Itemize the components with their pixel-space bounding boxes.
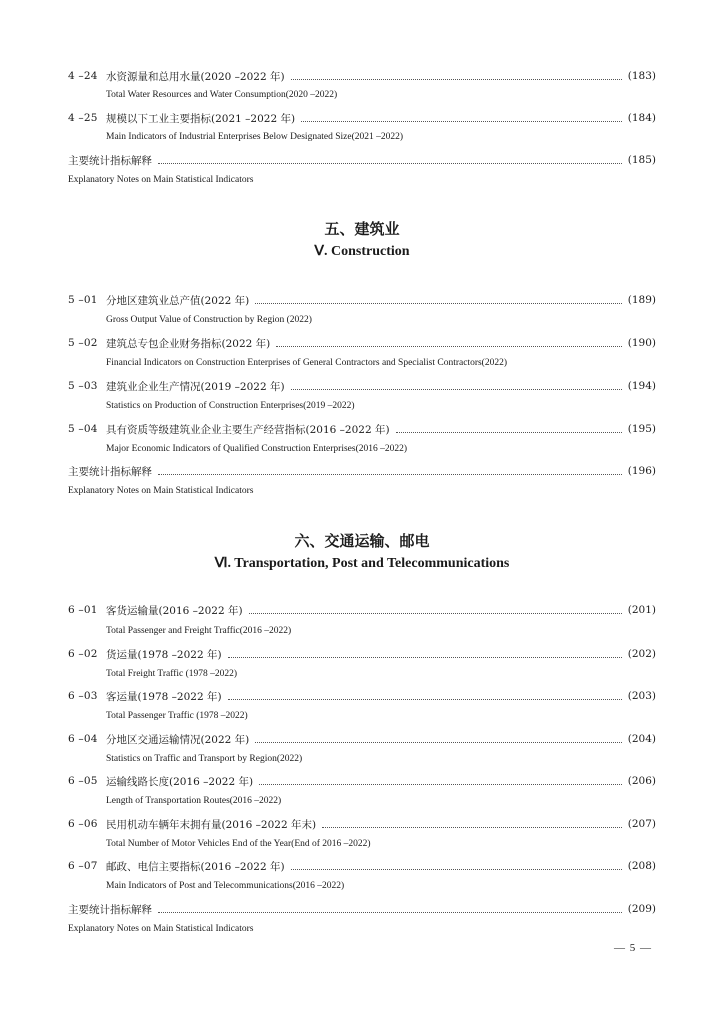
entry-number: 6 –01 (68, 604, 98, 616)
entry-title: 民用机动车辆年末拥有量(2016 –2022 年末) (106, 818, 317, 831)
entry-number: 6 –06 (68, 818, 98, 830)
entry-page: (207) (627, 818, 656, 830)
entry-page: (202) (627, 648, 656, 660)
entry-page: (185) (627, 154, 656, 166)
section-heading-cn: 六、交通运输、邮电 (294, 532, 430, 550)
entry-number: 6 –03 (68, 690, 98, 702)
entry-number: 5 –04 (68, 423, 98, 435)
leader-dots (158, 163, 622, 164)
entry-page: (208) (627, 860, 656, 872)
toc-entry[interactable] (68, 335, 656, 351)
toc-notes-entry[interactable] (68, 152, 656, 168)
section-heading-en: Ⅵ. Transportation, Post and Telecommunications (214, 556, 510, 571)
toc-entry[interactable] (68, 602, 656, 618)
section-heading-en: Ⅴ. Construction (314, 244, 410, 259)
entry-page: (196) (627, 465, 656, 477)
toc-entry[interactable] (68, 816, 656, 832)
entry-title-en: Main Indicators of Post and Telecommunications(2016 –2022) (106, 881, 345, 891)
entry-title: 主要统计指标解释 (68, 154, 152, 167)
entry-page: (195) (627, 423, 656, 435)
entry-number: 5 –01 (68, 294, 98, 306)
entry-title-en: Total Passenger Traffic (1978 –2022) (106, 711, 248, 721)
entry-page: (204) (627, 733, 656, 745)
entry-page: (190) (627, 337, 656, 349)
leader-dots (301, 121, 622, 122)
entry-page: (184) (627, 112, 656, 124)
entry-number: 6 –07 (68, 860, 98, 872)
entry-title-en: Financial Indicators on Construction Enterprises of General Contractors and Specialist Contractors(2022) (106, 358, 508, 368)
entry-title-en: Main Indicators of Industrial Enterprises Below Designated Size(2021 –2022) (106, 132, 404, 142)
leader-dots (255, 303, 622, 304)
entry-number: 6 –04 (68, 733, 98, 745)
entry-title: 主要统计指标解释 (68, 465, 152, 478)
toc-entry[interactable] (68, 858, 656, 874)
entry-title: 水资源量和总用水量(2020 –2022 年) (106, 70, 285, 83)
entry-title: 客货运输量(2016 –2022 年) (106, 604, 243, 617)
leader-dots (396, 432, 622, 433)
leader-dots (228, 657, 622, 658)
leader-dots (276, 346, 622, 347)
entry-title-en: Total Water Resources and Water Consumption(2020 –2022) (106, 90, 338, 100)
entry-title-en: Length of Transportation Routes(2016 –2022) (106, 796, 282, 806)
entry-title: 主要统计指标解释 (68, 903, 152, 916)
entry-page: (206) (627, 775, 656, 787)
leader-dots (291, 869, 622, 870)
section-heading-cn: 五、建筑业 (324, 220, 400, 238)
entry-number: 4 –25 (68, 112, 98, 124)
entry-page: (201) (627, 604, 656, 616)
entry-title: 分地区建筑业总产值(2022 年) (106, 294, 250, 307)
toc-entry[interactable] (68, 378, 656, 394)
entry-number: 6 –05 (68, 775, 98, 787)
leader-dots (322, 827, 622, 828)
leader-dots (158, 912, 622, 913)
leader-dots (255, 742, 622, 743)
entry-title-en: Total Number of Motor Vehicles End of the Year(End of 2016 –2022) (106, 839, 371, 849)
entry-page: (203) (627, 690, 656, 702)
entry-title-en: Gross Output Value of Construction by Region (2022) (106, 315, 312, 325)
entry-title-en: Explanatory Notes on Main Statistical Indicators (68, 175, 254, 185)
entry-title: 建筑总专包企业财务指标(2022 年) (106, 337, 271, 350)
entry-page: (209) (627, 903, 656, 915)
toc-notes-entry[interactable] (68, 901, 656, 917)
toc-notes-entry[interactable] (68, 463, 656, 479)
entry-title-en: Total Freight Traffic (1978 –2022) (106, 669, 238, 679)
entry-title: 邮政、电信主要指标(2016 –2022 年) (106, 860, 285, 873)
leader-dots (259, 784, 622, 785)
entry-title: 规模以下工业主要指标(2021 –2022 年) (106, 112, 296, 125)
entry-title-en: Statistics on Production of Construction Enterprises(2019 –2022) (106, 401, 355, 411)
toc-entry[interactable] (68, 688, 656, 704)
entry-page: (183) (627, 70, 656, 82)
leader-dots (158, 474, 622, 475)
entry-title: 客运量(1978 –2022 年) (106, 690, 222, 703)
entry-number: 5 –03 (68, 380, 98, 392)
toc-entry[interactable] (68, 421, 656, 437)
entry-number: 6 –02 (68, 648, 98, 660)
entry-title: 具有资质等级建筑业企业主要生产经营指标(2016 –2022 年) (106, 423, 390, 436)
leader-dots (291, 79, 622, 80)
entry-title-en: Total Passenger and Freight Traffic(2016 –2022) (106, 626, 292, 636)
entry-title-en: Explanatory Notes on Main Statistical Indicators (68, 924, 254, 934)
entry-title-en: Statistics on Traffic and Transport by Region(2022) (106, 754, 303, 764)
entry-title-en: Major Economic Indicators of Qualified Construction Enterprises(2016 –2022) (106, 444, 408, 454)
entry-page: (189) (627, 294, 656, 306)
entry-title: 运输线路长度(2016 –2022 年) (106, 775, 254, 788)
entry-title: 建筑业企业生产情况(2019 –2022 年) (106, 380, 285, 393)
toc-entry[interactable] (68, 110, 656, 126)
leader-dots (228, 699, 622, 700)
entry-title: 货运量(1978 –2022 年) (106, 648, 222, 661)
entry-title: 分地区交通运输情况(2022 年) (106, 733, 250, 746)
entry-number: 4 –24 (68, 70, 98, 82)
leader-dots (249, 613, 622, 614)
toc-entry[interactable] (68, 292, 656, 308)
toc-entry[interactable] (68, 773, 656, 789)
entry-number: 5 –02 (68, 337, 98, 349)
entry-title-en: Explanatory Notes on Main Statistical Indicators (68, 486, 254, 496)
toc-entry[interactable] (68, 68, 656, 84)
toc-entry[interactable] (68, 646, 656, 662)
entry-page: (194) (627, 380, 656, 392)
leader-dots (291, 389, 622, 390)
toc-entry[interactable] (68, 731, 656, 747)
page-number: — 5 — (614, 942, 652, 954)
